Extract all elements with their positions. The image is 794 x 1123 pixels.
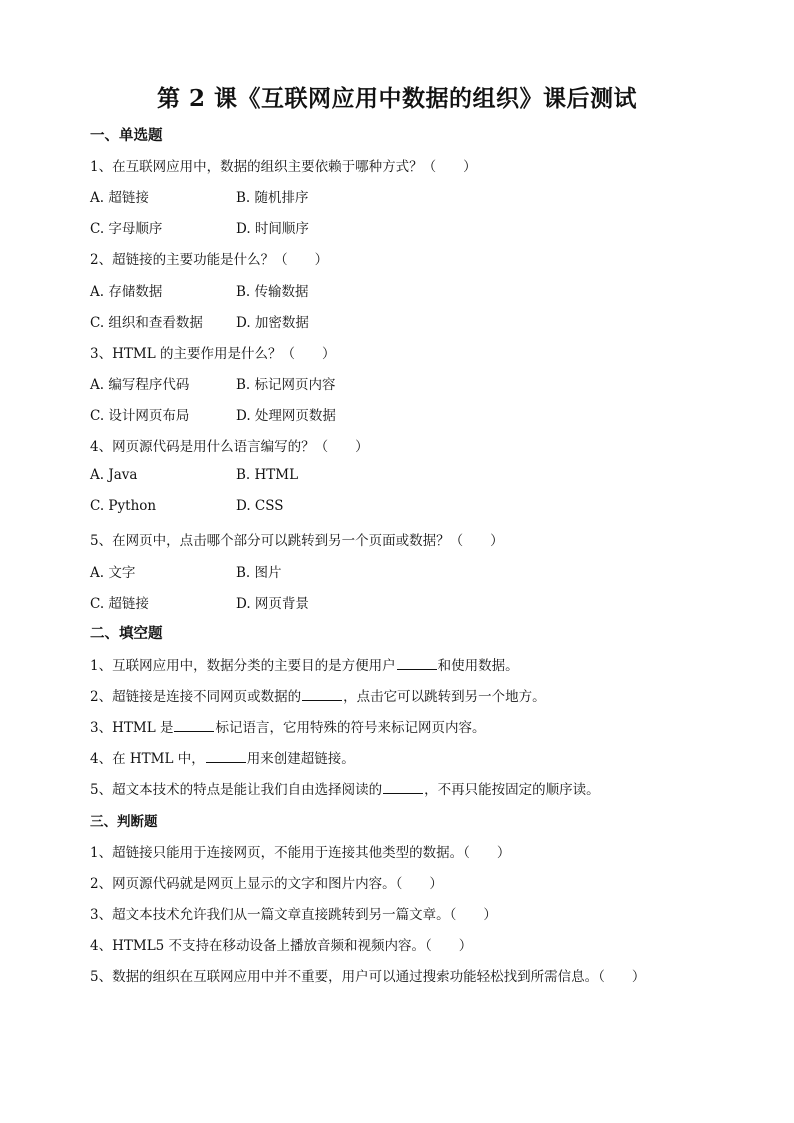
q4-option-b: B. HTML bbox=[236, 467, 299, 483]
q1-option-a: A. 超链接 bbox=[90, 190, 149, 206]
q5-option-a: A. 文字 bbox=[90, 565, 136, 581]
q2-option-c: C. 组织和查看数据 bbox=[90, 315, 203, 331]
section-heading-single-choice: 一、单选题 bbox=[90, 127, 163, 144]
fill-blank-5-before: 5、超文本技术的特点是能让我们自由选择阅读的 bbox=[90, 782, 383, 798]
true-false-item-5: 5、数据的组织在互联网应用中并不重要，用户可以通过搜索功能轻松找到所需信息。（ ） bbox=[90, 969, 646, 985]
q4-option-d: D. CSS bbox=[236, 498, 284, 514]
question-5: 5、在网页中，点击哪个部分可以跳转到另一个页面或数据？（ ） bbox=[90, 533, 504, 549]
section-heading-fill-blank: 二、填空题 bbox=[90, 625, 163, 642]
q3-option-c: C. 设计网页布局 bbox=[90, 408, 190, 424]
question-1: 1、在互联网应用中，数据的组织主要依赖于哪种方式？（ ） bbox=[90, 159, 477, 175]
answer-blank bbox=[397, 655, 437, 670]
true-false-item-1: 1、超链接只能用于连接网页，不能用于连接其他类型的数据。（ ） bbox=[90, 845, 511, 861]
answer-blank bbox=[174, 717, 214, 732]
fill-blank-2-after: ，点击它可以跳转到另一个地方。 bbox=[343, 689, 546, 705]
q4-option-c: C. Python bbox=[90, 498, 157, 514]
q2-option-b: B. 传输数据 bbox=[236, 284, 309, 300]
fill-blank-4-before: 4、在 HTML 中， bbox=[90, 751, 205, 767]
true-false-item-3: 3、超文本技术允许我们从一篇文章直接跳转到另一篇文章。（ ） bbox=[90, 907, 497, 923]
fill-blank-item-4 bbox=[90, 747, 355, 767]
true-false-item-4: 4、HTML5 不支持在移动设备上播放音频和视频内容。（ ） bbox=[90, 938, 473, 954]
answer-blank bbox=[206, 748, 246, 763]
question-3: 3、HTML 的主要作用是什么？（ ） bbox=[90, 346, 336, 362]
section-heading-true-false: 三、判断题 bbox=[90, 814, 158, 830]
q5-option-d: D. 网页背景 bbox=[236, 596, 309, 612]
q3-option-b: B. 标记网页内容 bbox=[236, 377, 336, 393]
fill-blank-3-before: 3、HTML 是 bbox=[90, 720, 174, 736]
fill-blank-item-5 bbox=[90, 778, 600, 798]
q3-option-a: A. 编写程序代码 bbox=[90, 377, 190, 393]
fill-blank-item-3 bbox=[90, 716, 485, 736]
question-2: 2、超链接的主要功能是什么？（ ） bbox=[90, 252, 329, 268]
q3-option-d: D. 处理网页数据 bbox=[236, 408, 336, 424]
question-4: 4、网页源代码是用什么语言编写的？（ ） bbox=[90, 439, 369, 455]
q4-option-a: A. Java bbox=[90, 467, 138, 483]
answer-blank bbox=[383, 779, 423, 794]
fill-blank-item-2 bbox=[90, 685, 546, 705]
q5-option-b: B. 图片 bbox=[236, 565, 282, 581]
fill-blank-1-after: 和使用数据。 bbox=[437, 658, 519, 674]
fill-blank-item-1 bbox=[90, 654, 519, 674]
page-title: 第 2 课《互联网应用中数据的组织》课后测试 bbox=[156, 85, 638, 112]
fill-blank-2-before: 2、超链接是连接不同网页或数据的 bbox=[90, 689, 302, 705]
fill-blank-5-after: ，不再只能按固定的顺序读。 bbox=[424, 782, 600, 798]
fill-blank-1-before: 1、互联网应用中，数据分类的主要目的是方便用户 bbox=[90, 658, 396, 674]
q1-option-d: D. 时间顺序 bbox=[236, 221, 309, 237]
fill-blank-3-after: 标记语言，它用特殊的符号来标记网页内容。 bbox=[215, 720, 486, 736]
q5-option-c: C. 超链接 bbox=[90, 596, 149, 612]
q2-option-a: A. 存储数据 bbox=[90, 284, 163, 300]
q2-option-d: D. 加密数据 bbox=[236, 315, 309, 331]
fill-blank-4-after: 用来创建超链接。 bbox=[246, 751, 355, 767]
true-false-item-2: 2、网页源代码就是网页上显示的文字和图片内容。（ ） bbox=[90, 876, 443, 892]
q1-option-c: C. 字母顺序 bbox=[90, 221, 163, 237]
answer-blank bbox=[302, 686, 342, 701]
q1-option-b: B. 随机排序 bbox=[236, 190, 309, 206]
